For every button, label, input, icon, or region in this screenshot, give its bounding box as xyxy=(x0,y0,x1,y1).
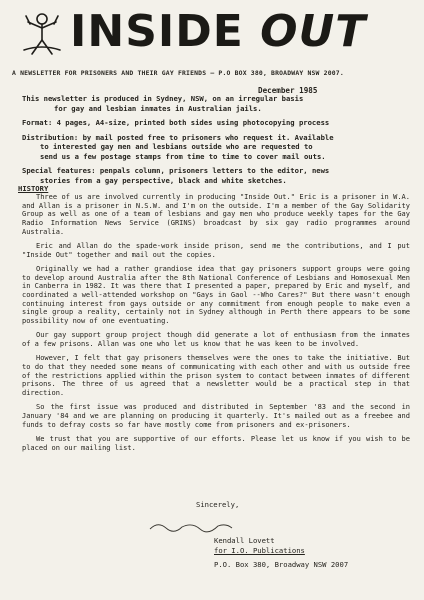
newsletter-title: INSIDE OUT xyxy=(70,6,367,57)
history-paragraph: Our gay support group project though did generate a lot of enthusiasm from the inmates of a few prisons. Allan was one who let us know that he was keen to be involved. xyxy=(22,331,410,349)
intro-block xyxy=(22,94,412,190)
signature-scribble-icon xyxy=(148,519,234,533)
history-body xyxy=(22,193,410,458)
signatory-name: Kendall Lovett xyxy=(214,536,275,545)
closing-sincerely: Sincerely, xyxy=(196,500,240,509)
special-features-line: Special features: penpals column, prisoners letters to the editor, news stories from a gay perspective, black and white sketches. xyxy=(22,166,330,185)
issue-date: December 1985 xyxy=(258,86,318,95)
figure-logo-icon xyxy=(20,10,64,58)
history-heading: HISTORY xyxy=(18,184,49,193)
format-line: Format: 4 pages, A4-size, printed both sides using photocopying process xyxy=(22,118,330,127)
history-paragraph: However, I felt that gay prisoners themselves were the ones to take the initiative. But to do that they needed some means of communicating with each other and with us outside free of the restrictions applied within the prison system to contact between inmates of different prisons. The three of us agreed that a newsletter would be a practical step in that direction. xyxy=(22,354,410,398)
history-paragraph: Three of us are involved currently in producing "Inside Out." Eric is a prisoner in W.A. and Allan is a prisoner in N.S.W. and I'm on the outside. I'm a member of the Gay Solidarity Group as well as one of a team of lesbians and gay men who produce weekly tapes for the Gay Radio Information News Service (GRINS) broadcast by six gay radio programmes around Australia. xyxy=(22,193,410,236)
history-paragraph: So the first issue was produced and distributed in September '83 and the second in January '84 and we are planning on producing it quarterly. It's mailed out as a freebee and funds to defray costs so far have mostly come from prisoners and ex-prisoners. xyxy=(22,403,410,429)
masthead xyxy=(8,4,416,66)
history-paragraph: Originally we had a rather grandiose idea that gay prisoners support groups were going to develop around Australia after the 8th National Conference of Lesbians and Homosexual Men in Canberra in 1982. It was there that I presented a paper, prepared by Eric and myself, and coordinated a well-attended workshop on "Gays in Gaol --Who Cares?" But there wasn't enough continuing interest from gays outside or any commitment from enough people to make even a single group a reality, certainly not in Sydney although in Perth there appears to be some possibility now of one eventuating. xyxy=(22,264,410,326)
return-address: P.O. Box 380, Broadway NSW 2007 xyxy=(214,560,349,569)
signatory-org: for I.O. Publications xyxy=(214,546,305,555)
history-paragraph: We trust that you are supportive of our efforts. Please let us know if you wish to be placed on our mailing list. xyxy=(22,434,410,452)
distribution-line: Distribution: by mail posted free to prisoners who request it. Available to interested gay men and lesbians outside who are requested to send us a few postage stamps from time to time to cover mail outs. xyxy=(22,132,334,161)
newsletter-subtitle: A NEWSLETTER FOR PRISONERS AND THEIR GAY FRIENDS — P.O BOX 380, BROADWAY NSW 2007. xyxy=(12,69,344,77)
intro-summary: This newsletter is produced in Sydney, NSW, on an irregular basis for gay and lesbian inmates in Australian jails. xyxy=(22,94,304,113)
history-paragraph: Eric and Allan do the spade-work inside prison, send me the contributions, and I put "Inside Out" together and mail out the copies. xyxy=(22,242,410,259)
